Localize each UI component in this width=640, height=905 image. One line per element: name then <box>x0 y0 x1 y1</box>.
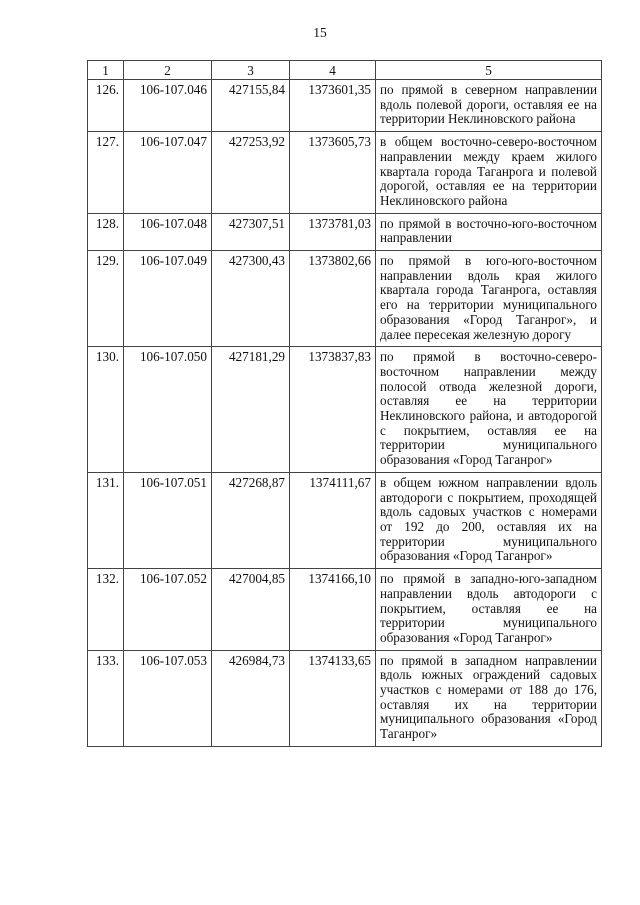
point-code: 106-107.047 <box>124 132 212 214</box>
row-number: 132. <box>88 569 124 651</box>
y-coordinate: 1374133,65 <box>290 650 376 746</box>
x-coordinate: 427155,84 <box>212 80 290 132</box>
column-header-x-coordinate: 3 <box>212 61 290 80</box>
y-coordinate: 1374111,67 <box>290 472 376 568</box>
row-number: 126. <box>88 80 124 132</box>
y-coordinate: 1373802,66 <box>290 251 376 347</box>
x-coordinate: 427307,51 <box>212 213 290 250</box>
row-number: 133. <box>88 650 124 746</box>
table-row <box>88 80 602 132</box>
y-coordinate: 1373837,83 <box>290 347 376 473</box>
x-coordinate: 427268,87 <box>212 472 290 568</box>
table-header-row <box>88 61 602 80</box>
boundary-points-table <box>87 60 602 747</box>
column-header-y-coordinate: 4 <box>290 61 376 80</box>
point-code: 106-107.050 <box>124 347 212 473</box>
y-coordinate: 1374166,10 <box>290 569 376 651</box>
column-header-number: 1 <box>88 61 124 80</box>
x-coordinate: 426984,73 <box>212 650 290 746</box>
column-header-point-code: 2 <box>124 61 212 80</box>
table-row <box>88 132 602 214</box>
y-coordinate: 1373601,35 <box>290 80 376 132</box>
row-number: 128. <box>88 213 124 250</box>
boundary-description: в общем восточно-северо-восточном направлении между краем жилого квартала города Таганрога и полевой дорогой, оставляя ее на территории Неклиновского района <box>376 132 602 214</box>
boundary-description: по прямой в восточно-северо-восточном направлении между полосой отвода железной дороги, оставляя ее на территории Неклиновского района, и автодорогой с покрытием, оставляя ее на территории муниципального образования «Город Таганрог» <box>376 347 602 473</box>
point-code: 106-107.048 <box>124 213 212 250</box>
point-code: 106-107.051 <box>124 472 212 568</box>
y-coordinate: 1373605,73 <box>290 132 376 214</box>
table-row <box>88 569 602 651</box>
point-code: 106-107.053 <box>124 650 212 746</box>
table-row <box>88 251 602 347</box>
boundary-description: по прямой в западном направлении вдоль южных ограждений садовых участков с номерами от 188 до 176, оставляя их на территории муниципального образования «Город Таганрог» <box>376 650 602 746</box>
table-row <box>88 472 602 568</box>
page-number: 15 <box>313 25 327 40</box>
row-number: 127. <box>88 132 124 214</box>
table-row <box>88 347 602 473</box>
row-number: 131. <box>88 472 124 568</box>
row-number: 130. <box>88 347 124 473</box>
table-row <box>88 213 602 250</box>
boundary-description: в общем южном направлении вдоль автодороги с покрытием, проходящей вдоль садовых участков с номерами от 192 до 200, оставляя их на территории муниципального образования «Город Таганрог» <box>376 472 602 568</box>
point-code: 106-107.052 <box>124 569 212 651</box>
boundary-description: по прямой в юго-юго-восточном направлении вдоль края жилого квартала города Таганрога, оставляя его на территории муниципального образования «Город Таганрог», и далее пересекая железную дорогу <box>376 251 602 347</box>
x-coordinate: 427181,29 <box>212 347 290 473</box>
x-coordinate: 427300,43 <box>212 251 290 347</box>
x-coordinate: 427253,92 <box>212 132 290 214</box>
boundary-description: по прямой в восточно-юго-восточном направлении <box>376 213 602 250</box>
x-coordinate: 427004,85 <box>212 569 290 651</box>
y-coordinate: 1373781,03 <box>290 213 376 250</box>
row-number: 129. <box>88 251 124 347</box>
table-row <box>88 650 602 746</box>
point-code: 106-107.049 <box>124 251 212 347</box>
column-header-description: 5 <box>376 61 602 80</box>
boundary-description: по прямой в северном направлении вдоль полевой дороги, оставляя ее на территории Неклиновского района <box>376 80 602 132</box>
boundary-description: по прямой в западно-юго-западном направлении вдоль автодороги с покрытием, оставляя ее на территории муниципального образования «Город Таганрог» <box>376 569 602 651</box>
table-body <box>88 61 602 747</box>
point-code: 106-107.046 <box>124 80 212 132</box>
